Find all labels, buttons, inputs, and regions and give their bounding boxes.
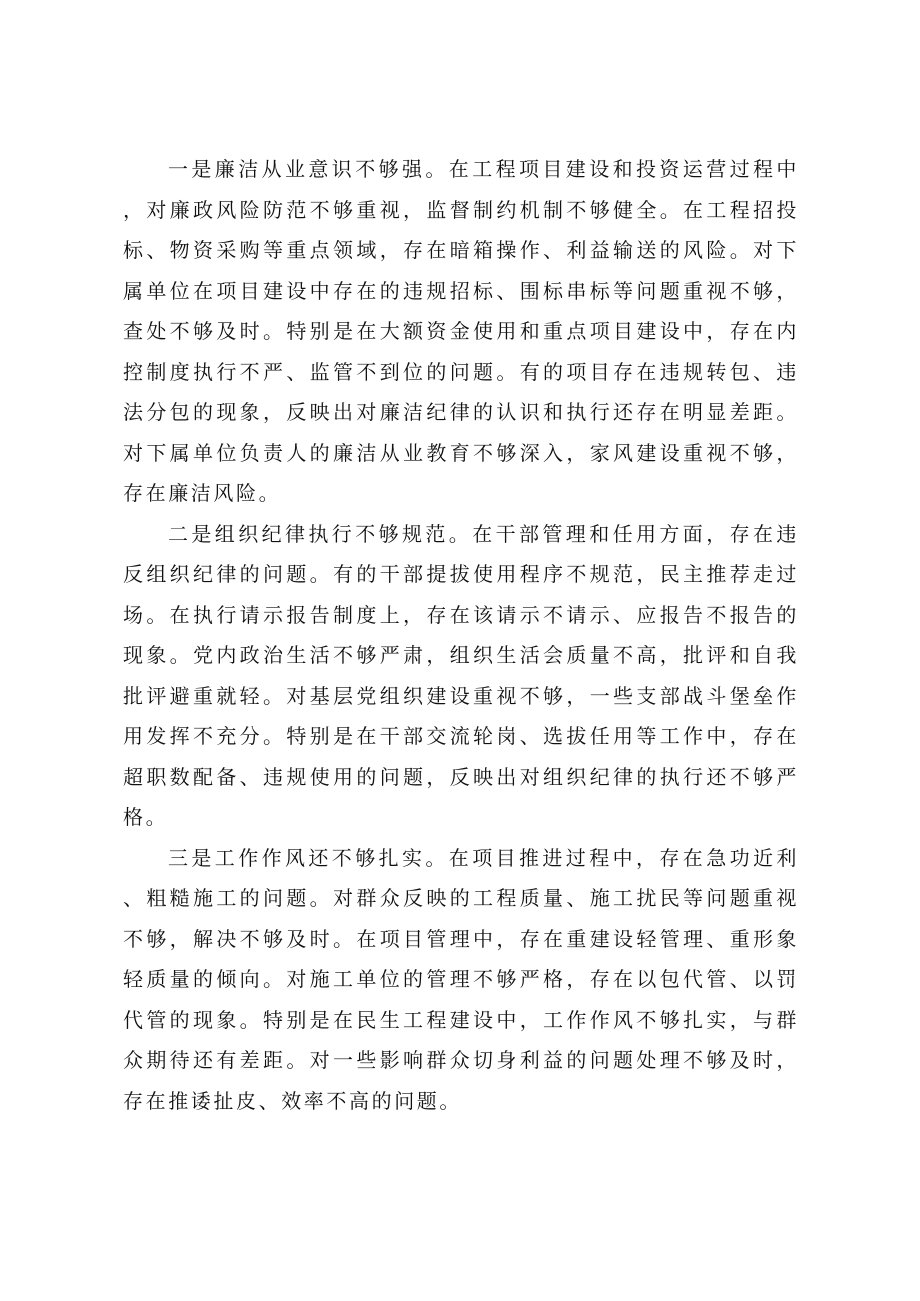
document-body <box>123 149 799 1121</box>
paragraph-2: 二是组织纪律执行不够规范。在干部管理和任用方面，存在违反组织纪律的问题。有的干部提拔使用程序不规范，民主推荐走过场。在执行请示报告制度上，存在该请示不请示、应报告不报告的现象。党内政治生活不够严肃，组织生活会质量不高，批评和自我批评避重就轻。对基层党组织建设重视不够，一些支部战斗堡垒作用发挥不充分。特别是在干部交流轮岗、选拔任用等工作中，存在超职数配备、违规使用的问题，反映出对组织纪律的执行还不够严格。 <box>123 521 799 829</box>
paragraph-3: 三是工作作风还不够扎实。在项目推进过程中，存在急功近利、粗糙施工的问题。对群众反映的工程质量、施工扰民等问题重视不够，解决不够及时。在项目管理中，存在重建设轻管理、重形象轻质量的倾向。对施工单位的管理不够严格，存在以包代管、以罚代管的现象。特别是在民生工程建设中，工作作风不够扎实，与群众期待还有差距。对一些影响群众切身利益的问题处理不够及时，存在推诿扯皮、效率不高的问题。 <box>123 845 799 1113</box>
paragraph-1: 一是廉洁从业意识不够强。在工程项目建设和投资运营过程中，对廉政风险防范不够重视，监督制约机制不够健全。在工程招投标、物资采购等重点领域，存在暗箱操作、利益输送的风险。对下属单位在项目建设中存在的违规招标、围标串标等问题重视不够，查处不够及时。特别是在大额资金使用和重点项目建设中，存在内控制度执行不严、监管不到位的问题。有的项目存在违规转包、违法分包的现象，反映出对廉洁纪律的认识和执行还存在明显差距。对下属单位负责人的廉洁从业教育不够深入，家风建设重视不够，存在廉洁风险。 <box>123 157 799 505</box>
